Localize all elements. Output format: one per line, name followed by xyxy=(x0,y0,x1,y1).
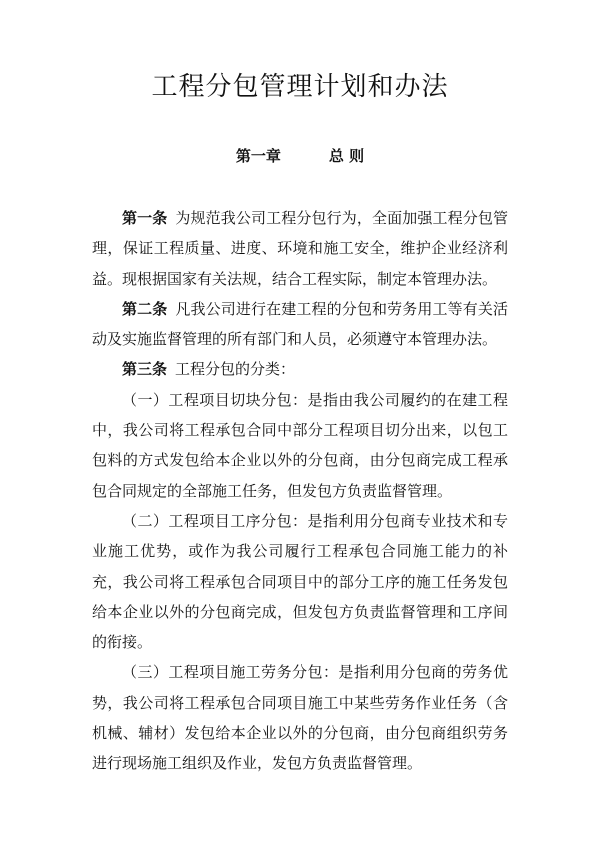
subsection-text: （二）工程项目工序分包：是指利用分包商专业技术和专业施工优势，或作为我公司履行工程承包合同施工能力的补充，我公司将工程承包合同项目中的部分工序的施工任务发包给本企业以外的分包商完成，但发包方负责监督管理和工序间的衔接。 xyxy=(92,511,508,652)
document-title: 工程分包管理计划和办法 xyxy=(151,72,449,102)
subsection-text: （三）工程项目施工劳务分包：是指利用分包商的劳务优势，我公司将工程承包合同项目施工中某些劳务作业任务（含机械、辅材）发包给本企业以外的分包商，由分包商组织劳务进行现场施工组织及作业，发包方负责监督管理。 xyxy=(92,663,508,773)
article-text: 为规范我公司工程分包行为，全面加强工程分包管理，保证工程质量、进度、环境和施工安全，维护企业经济利益。现根据国家有关法规，结合工程实际，制定本管理办法。 xyxy=(92,209,508,288)
subsection-paragraph-3 xyxy=(92,657,508,778)
article-text: 凡我公司进行在建工程的分包和劳务用工等有关活动及实施监督管理的所有部门和人员，必须遵守本管理办法。 xyxy=(92,299,508,349)
subsection-paragraph-1 xyxy=(92,385,508,506)
chapter-number: 第一章 xyxy=(235,147,281,165)
article-paragraph-3 xyxy=(92,354,508,384)
article-number: 第一条 xyxy=(122,209,168,227)
chapter-heading xyxy=(0,146,600,166)
article-text: 工程分包的分类： xyxy=(175,360,296,379)
document-body xyxy=(92,203,508,779)
article-number: 第二条 xyxy=(122,299,168,318)
chapter-name: 总 则 xyxy=(328,147,365,165)
subsection-paragraph-2 xyxy=(92,506,508,657)
article-number: 第三条 xyxy=(122,360,168,379)
article-paragraph-1 xyxy=(92,203,508,294)
subsection-text: （一）工程项目切块分包：是指由我公司履约的在建工程中，我公司将工程承包合同中部分工程项目切分出来，以包工包料的方式发包给本企业以外的分包商，由分包商完成工程承包合同规定的全部施工任务，但发包方负责监督管理。 xyxy=(92,390,508,500)
article-paragraph-2 xyxy=(92,294,508,355)
